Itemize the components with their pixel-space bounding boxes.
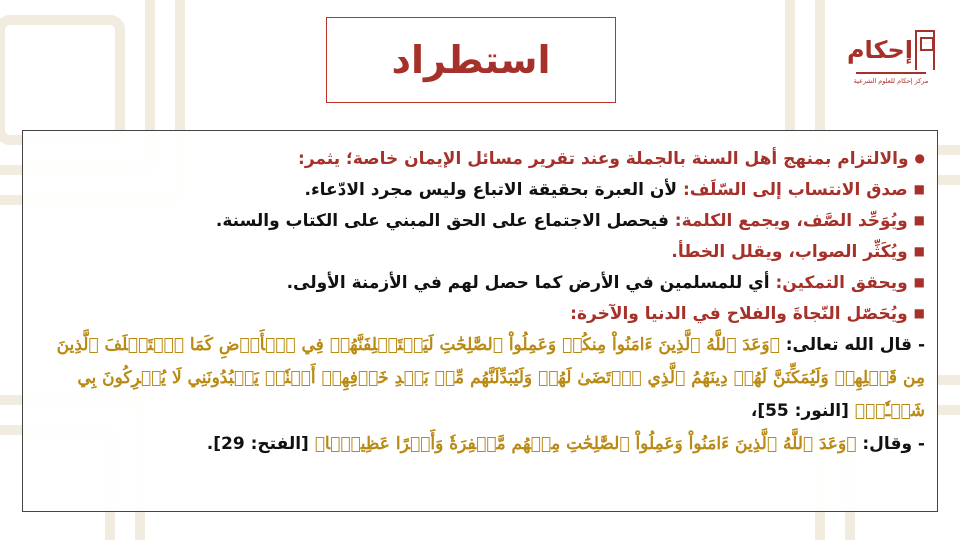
bullet-square-icon: ■ — [913, 244, 925, 258]
bullet-square-icon: ■ — [913, 182, 925, 196]
quote-1-intro: - قال الله تعالى: — [779, 335, 925, 355]
bullet-dot-icon: ● — [914, 151, 925, 165]
title-box — [326, 17, 616, 103]
quote-1 — [35, 329, 925, 428]
quote-2-verse: ﴿وَعَدَ ٱللَّهُ ٱلَّذِينَ ءَامَنُواْ وَعَمِلُواْ ٱلصَّٰلِحَٰتِ مِنۡهُم مَّغۡفِرَةٗ وَأَجۡرًا عَظِيمَۢا﴾ — [314, 434, 857, 454]
point-2-head: ويُوَحِّد الصَّف، ويجمع الكلمة: — [674, 211, 908, 231]
logo-mark — [847, 30, 935, 70]
point-2 — [35, 205, 925, 236]
logo-divider — [856, 72, 926, 74]
bullet-square-icon: ■ — [913, 306, 925, 320]
logo-subtitle: مركز إحكام للعلوم الشرعية — [853, 76, 929, 85]
point-5-head: ويُحَصّل النّجاةَ والفلاح في الدنيا والآخرة: — [570, 304, 908, 324]
point-3 — [35, 236, 925, 267]
quote-2-ref: [الفتح: 29]. — [206, 434, 315, 454]
intro-text: والالتزام بمنهج أهل السنة بالجملة وعند تقرير مسائل الإيمان خاصة؛ يثمر: — [298, 149, 909, 169]
quote-2 — [35, 428, 925, 461]
bullet-square-icon: ■ — [913, 213, 925, 227]
quote-2-intro: - وقال: — [856, 434, 925, 454]
point-2-body: فيحصل الاجتماع على الحق المبني على الكتاب والسنة. — [215, 211, 675, 231]
logo-name: إحكام — [846, 36, 914, 64]
point-1-head: صدق الانتساب إلى السّلَف: — [682, 180, 908, 200]
point-1 — [35, 174, 925, 205]
point-3-head: ويُكَثِّر الصواب، ويقلل الخطأ. — [671, 242, 908, 262]
point-4-head: ويحقق التمكين: — [775, 273, 908, 293]
page-title: استطراد — [391, 38, 551, 82]
point-4 — [35, 267, 925, 298]
quote-1-ref: [النور: 55]، — [750, 401, 855, 421]
point-1-body: لأن العبرة بحقيقة الاتباع وليس مجرد الادّعاء. — [304, 180, 683, 200]
quote-1-verse: ﴿وَعَدَ ٱللَّهُ ٱلَّذِينَ ءَامَنُواْ مِنكُمۡ وَعَمِلُواْ ٱلصَّٰلِحَٰتِ لَيَسۡتَخۡلِفَنَّهُمۡ فِي ٱلۡأَرۡضِ كَمَا ٱسۡتَخۡلَفَ ٱلَّذِينَ مِن قَبۡلِهِمۡ وَلَيُمَكِّنَنَّ لَهُمۡ دِينَهُمُ ٱلَّذِي ٱرۡتَضَىٰ لَهُمۡ وَلَيُبَدِّلَنَّهُم مِّنۢ بَعۡدِ خَوۡفِهِمۡ أَمۡنٗاۚ يَعۡبُدُونَنِي لَا يُشۡرِكُونَ بِي شَيۡـٔٗاۚ﴾ — [56, 335, 925, 421]
point-4-body: أي للمسلمين في الأرض كما حصل لهم في الأزمنة الأولى. — [286, 273, 776, 293]
intro-point — [35, 143, 925, 174]
logo — [848, 30, 934, 94]
bullet-square-icon: ■ — [913, 275, 925, 289]
book-shelf-icon — [915, 30, 935, 70]
content-box — [22, 130, 938, 512]
point-5 — [35, 298, 925, 329]
